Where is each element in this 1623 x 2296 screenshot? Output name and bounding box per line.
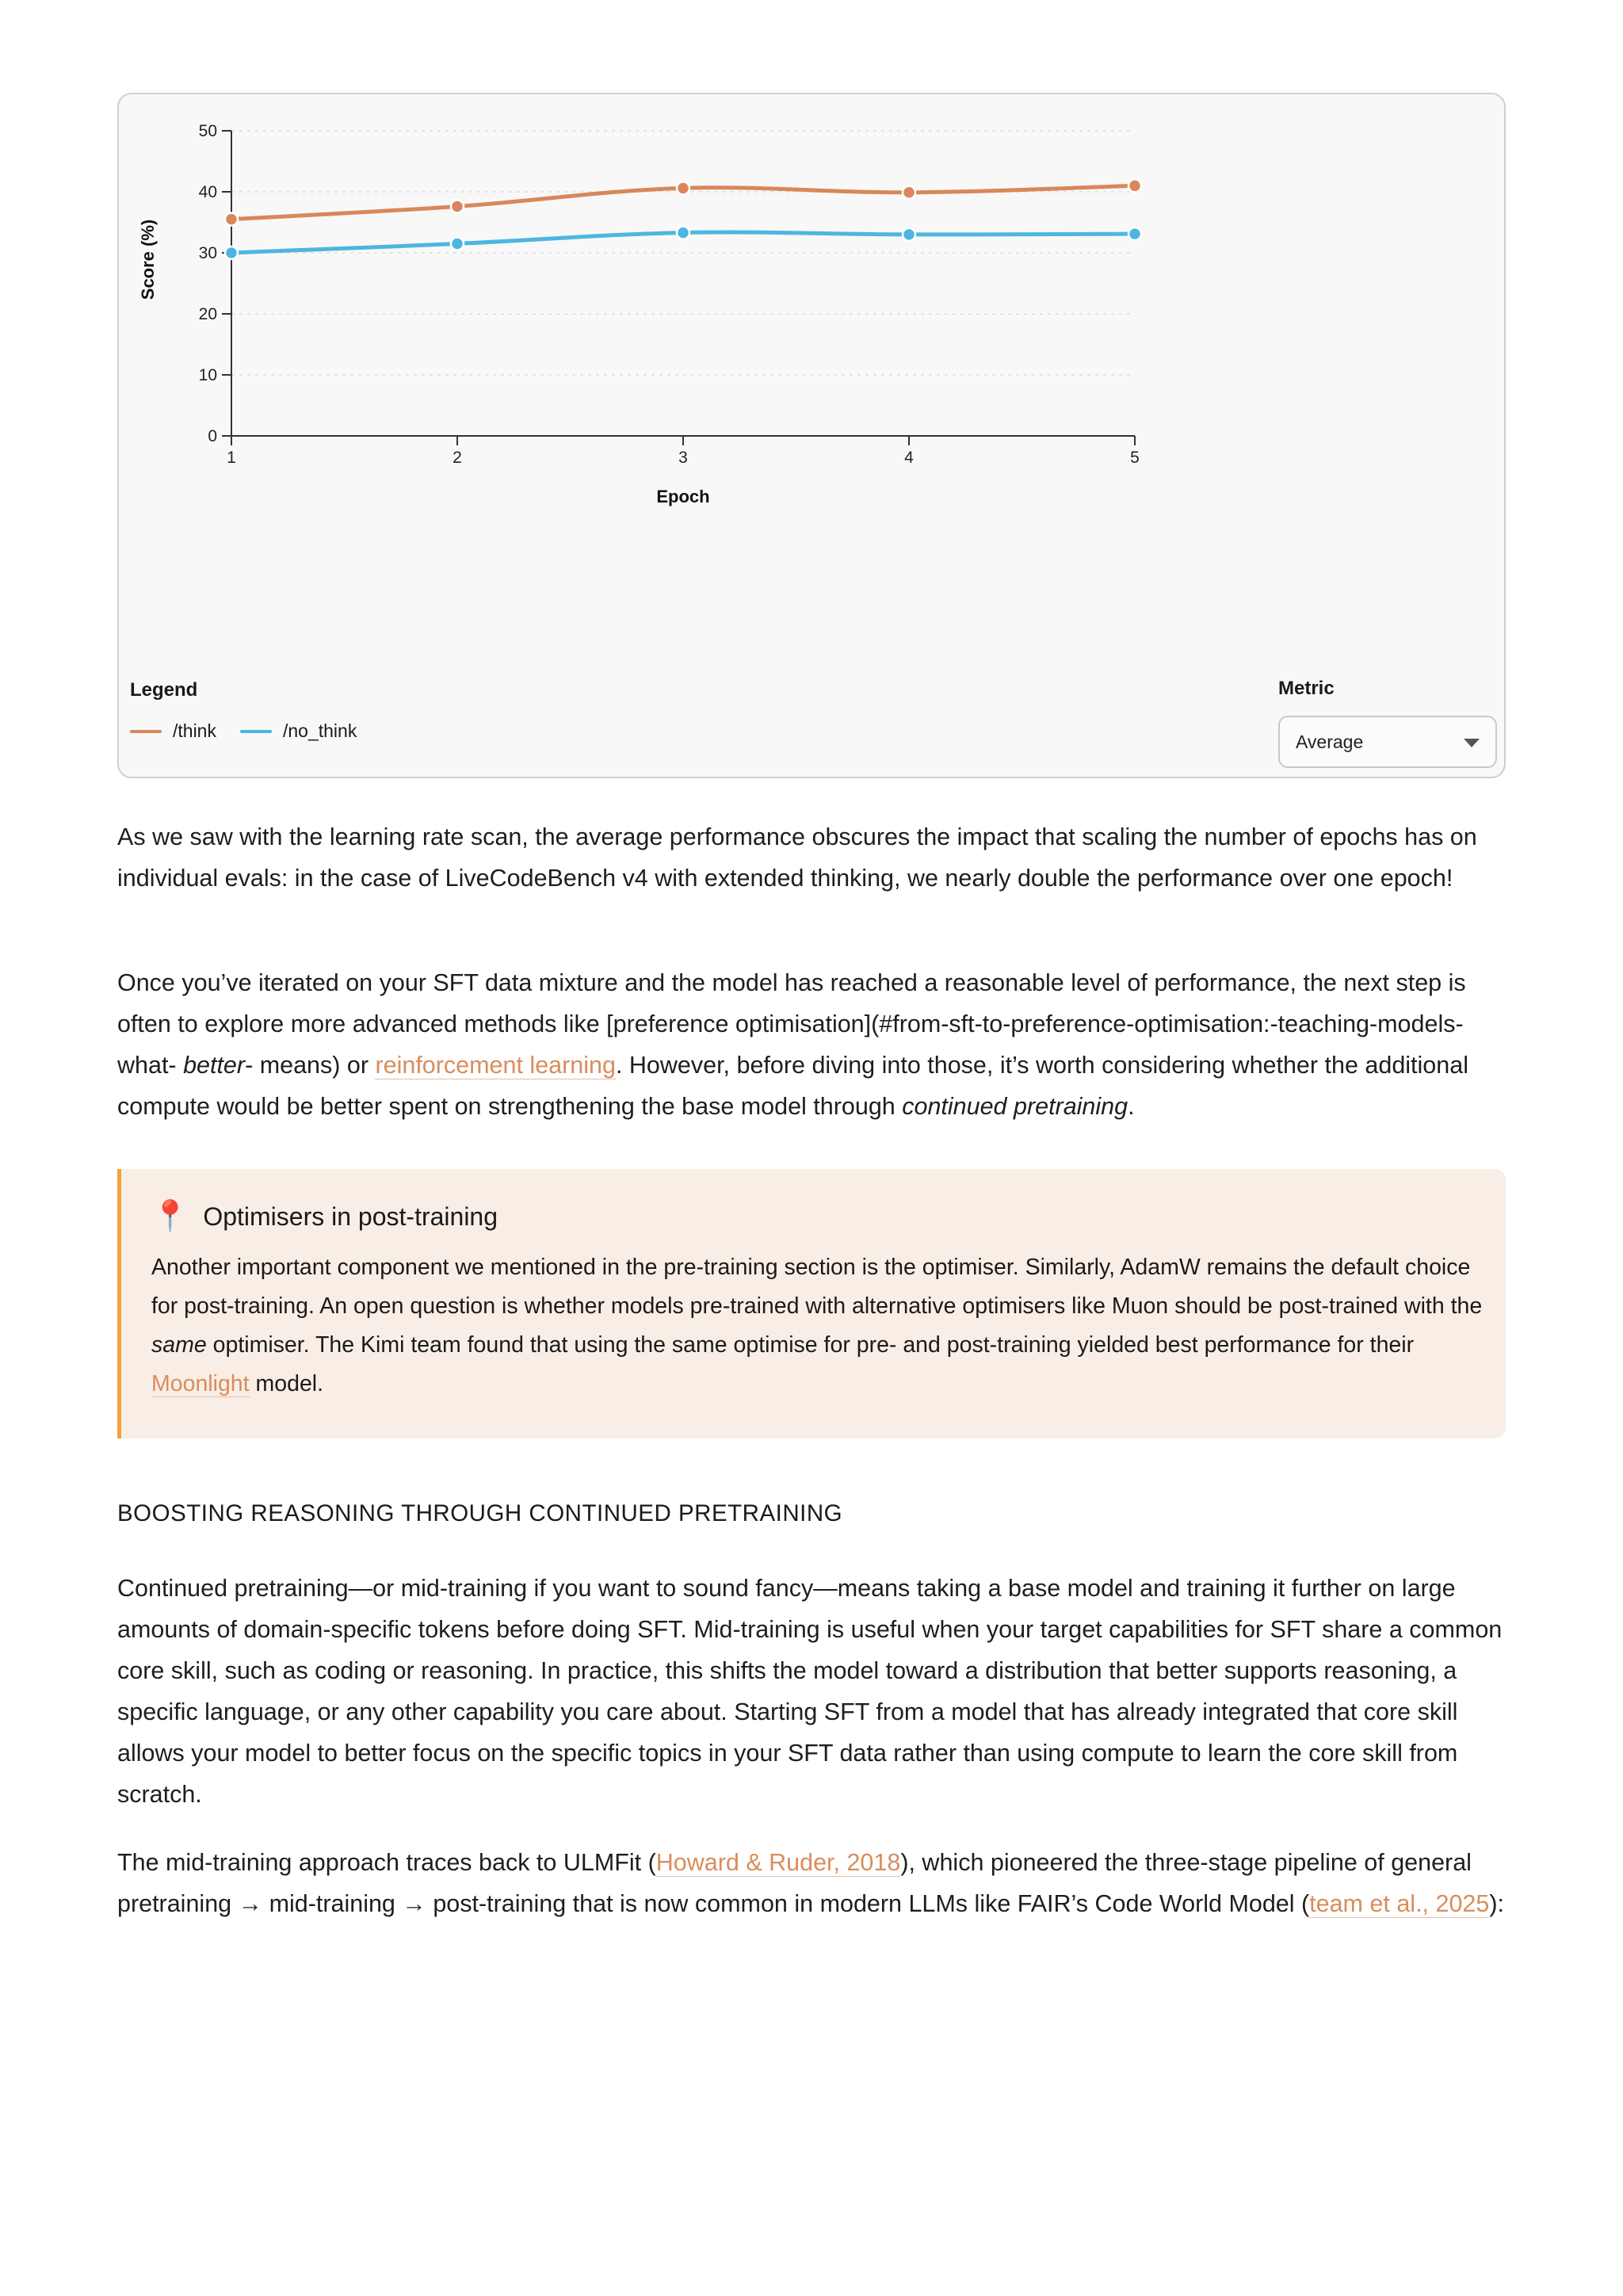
callout-header xyxy=(151,1199,498,1234)
y-tick-label: 40 xyxy=(198,183,217,201)
metric-label: Metric xyxy=(1278,678,1335,699)
text-span: model. xyxy=(249,1371,324,1396)
legend-title: Legend xyxy=(130,679,198,701)
legend-item-no-think[interactable] xyxy=(240,720,357,742)
link-team-et-al[interactable]: team et al., 2025 xyxy=(1309,1890,1490,1917)
emphasis-better: better xyxy=(183,1052,246,1079)
metric-selected-value: Average xyxy=(1296,731,1364,752)
text-span: optimiser. The Kimi team found that using the same optimise for pre- and post-training yielded best performance for their xyxy=(206,1332,1415,1358)
data-point-no-think xyxy=(1128,227,1141,240)
y-tick-label: 10 xyxy=(198,366,217,384)
y-tick-label: 50 xyxy=(198,122,217,140)
x-tick-label: 3 xyxy=(678,449,688,467)
text-span: Once you’ve iterated on your SFT data mixture and the model has reached a reasonable level of performance, the next step is often to explore more advanced methods like [preference optimisation](#from-sft-to-preference-optimisation:-teaching-models-what- xyxy=(117,969,1466,1079)
data-point-no-think xyxy=(225,246,238,259)
text-span: Another important component we mentioned in the pre-training section is the optimiser. Similarly, AdamW remains the default choice for post-training. An open question is whether models pre-trained with alternative optimisers like Muon should be post-trained with the xyxy=(151,1255,1483,1319)
metric-select[interactable] xyxy=(1278,716,1497,768)
data-point-think xyxy=(677,181,689,194)
paragraph-continued-pretraining: Continued pretraining—or mid-training if you want to sound fancy—means taking a base model and training it further on large amounts of domain-specific tokens before doing SFT. Mid-training is useful when your target capabilities for SFT share a common core skill, such as coding or reasoning. In practice, this shifts the model toward a distribution that better supports reasoning, a specific language, or any other capability you care about. Starting SFT from a model that has already integrated that core skill allows your model to better focus on the specific topics in your SFT data rather than using compute to learn the core skill from scratch. xyxy=(117,1575,1503,1808)
data-point-think xyxy=(225,213,238,226)
data-point-think xyxy=(903,186,915,199)
y-tick-label: 30 xyxy=(198,244,217,262)
legend xyxy=(130,720,357,742)
callout-title: Optimisers in post-training xyxy=(203,1201,498,1231)
x-tick-label: 1 xyxy=(227,449,236,467)
y-tick-label: 20 xyxy=(198,305,217,323)
text-span: ): xyxy=(1489,1890,1504,1917)
legend-swatch-no-think xyxy=(240,730,272,733)
emphasis-continued-pretraining: continued pretraining xyxy=(902,1093,1128,1120)
line-chart xyxy=(119,94,1504,777)
legend-label-no-think: /no_think xyxy=(282,720,357,741)
link-reinforcement-learning[interactable]: reinforcement learning xyxy=(375,1052,616,1079)
paragraph-next-steps xyxy=(117,962,1506,1127)
data-point-think xyxy=(1128,179,1141,192)
link-moonlight[interactable]: Moonlight xyxy=(151,1371,250,1396)
section-heading: BOOSTING REASONING THROUGH CONTINUED PRETRAINING xyxy=(117,1500,843,1526)
callout-optimisers xyxy=(117,1169,1506,1438)
link-howard-ruder[interactable]: Howard & Ruder, 2018 xyxy=(655,1849,901,1876)
x-tick-label: 4 xyxy=(904,449,914,467)
pushpin-icon: 📍 xyxy=(151,1200,189,1233)
x-tick-label: 5 xyxy=(1130,449,1140,467)
y-axis-label: Score (%) xyxy=(138,219,158,300)
data-point-no-think xyxy=(677,227,689,239)
paragraph-ulmfit xyxy=(117,1842,1506,1924)
legend-item-think[interactable] xyxy=(130,720,216,742)
chart-card xyxy=(117,93,1506,778)
data-point-no-think xyxy=(451,237,464,250)
paragraph-epochs: As we saw with the learning rate scan, the average performance obscures the impact that scaling the number of epochs has on individual evals: in the case of LiveCodeBench v4 with extended thinking, we nearly double the performance over one epoch! xyxy=(117,823,1477,892)
emphasis-same: same xyxy=(151,1332,207,1358)
legend-label-think: /think xyxy=(173,720,216,741)
legend-swatch-think xyxy=(130,730,162,733)
y-tick-label: 0 xyxy=(208,427,217,445)
text-span: The mid-training approach traces back to ULMFit ( xyxy=(117,1849,656,1876)
callout-body xyxy=(151,1248,1483,1404)
text-span: - means) or xyxy=(245,1052,376,1079)
x-axis-label: Epoch xyxy=(656,487,710,506)
x-tick-label: 2 xyxy=(453,449,462,467)
text-span: . However, before diving into those, it’s worth considering whether the additional compute would be better spent on strengthening the base model through xyxy=(117,1052,1468,1120)
data-point-think xyxy=(451,200,464,212)
data-point-no-think xyxy=(903,228,915,241)
text-span: ), which pioneered the three-stage pipeline of general pretraining → mid-training → post-training that is now common in modern LLMs like FAIR’s Code World Model ( xyxy=(117,1849,1472,1917)
text-span: . xyxy=(1128,1093,1135,1120)
chevron-down-icon xyxy=(1464,739,1480,747)
